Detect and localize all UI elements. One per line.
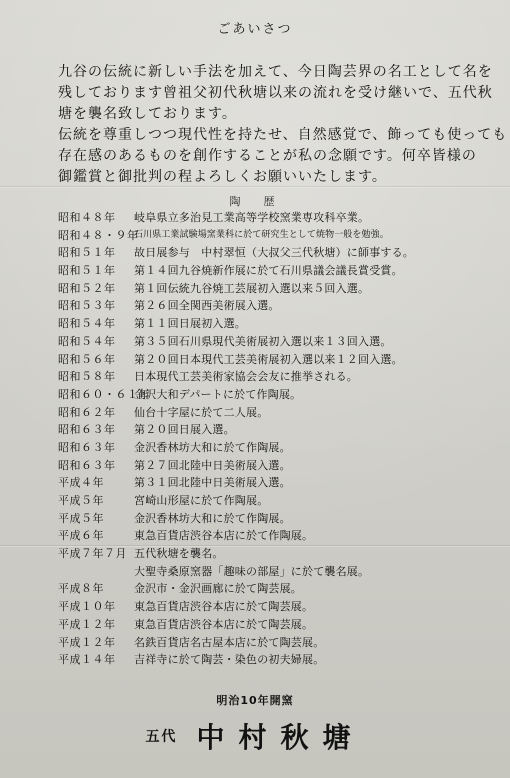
history-row [58,368,488,386]
history-row [58,634,488,652]
history-era: 昭和６３年 [58,458,116,472]
history-era: 昭和５８年 [58,370,116,384]
history-heading: 陶 歴 [229,195,281,208]
history-row [58,651,488,669]
history-event: 第１回伝統九谷焼工芸展初入選以来５回入選。 [134,281,370,295]
history-era: 昭和６０・６１年 [58,387,150,401]
history-event: 第２０回日展入選。 [134,423,235,437]
greeting-line: 御鑑賞と御批判の程よろしくお願いいたします。 [58,169,387,185]
history-era: 平成５年 [58,511,104,525]
history-row [58,598,488,616]
history-row [58,315,488,333]
history-era: 昭和６２年 [58,405,116,419]
history-event: 石川県工業試験場窯業科に於て研究生として焼物一般を勉強。 [134,229,389,240]
history-event: 岐阜県立多治見工業高等学校窯業専攻科卒業。 [134,211,370,224]
history-row [58,457,488,475]
history-row [58,545,488,563]
history-row [58,262,488,280]
greeting-line: 存在感のあるものを創作することが私の念願です。何卒皆様の [58,148,477,164]
history-era: 平成１４年 [58,653,116,667]
greeting-paragraph [58,62,508,188]
history-event: 仙台十字屋に於て二人展。 [134,405,269,419]
history-row [58,280,488,298]
greeting-line: 九谷の伝統に新しい手法を加えて、今日陶芸界の名工として名を [58,64,493,80]
history-event: 吉祥寺に於て陶芸・染色の初夫婦展。 [134,653,325,667]
history-row [58,616,488,634]
history-event: 第３１回北陸中日美術展入選。 [134,476,291,490]
history-row [58,244,488,262]
history-event: 五代秋塘を襲名。 [134,547,224,561]
history-era: 昭和４８年 [58,211,116,224]
history-era: 昭和５２年 [58,281,116,295]
history-era: 昭和４８・９年 [58,228,139,242]
history-row [58,474,488,492]
history-era: 昭和５１年 [58,246,116,260]
kiln-founding: 明治10年開窯 [216,694,294,707]
history-event: 第２７回北陸中日美術展入選。 [134,458,291,472]
history-event: 金沢大和デパートに於て作陶展。 [134,387,302,401]
greeting-line: 残しております曾祖父初代秋塘以来の流れを受け継いで、五代秋 [58,85,493,101]
history-row [58,333,488,351]
history-event: 金沢市・金沢画廊に於て陶芸展。 [134,582,302,596]
history-row [58,439,488,457]
history-era: 平成５年 [58,494,104,507]
history-event: 東急百貨店渋谷本店に於て陶芸展。 [134,617,314,631]
history-list [58,209,488,669]
history-event: 東急百貨店渋谷本店に於て作陶展。 [134,529,314,543]
history-era: 昭和５１年 [58,264,116,278]
history-row [58,351,488,369]
history-event: 名鉄百貨店名古屋本店に於て陶芸展。 [134,635,325,649]
history-row [58,527,488,545]
history-event: 故日展参与 中村翠恒（大叔父三代秋塘）に師事する。 [134,246,414,260]
signature-generation: 五代 [145,729,178,745]
history-row [58,563,488,581]
history-era: 平成１２年 [58,617,116,631]
history-era: 平成６年 [58,529,104,543]
history-era: 昭和５３年 [58,299,116,313]
history-era: 昭和６３年 [58,440,116,454]
history-era: 昭和５６年 [58,352,116,366]
signature [0,716,510,756]
history-era: 平成１０年 [58,600,116,614]
history-row [58,297,488,315]
history-row [58,404,488,422]
history-era: 昭和５４年 [58,334,116,348]
history-event: 日本現代工芸美術家協会会友に推挙される。 [134,370,358,384]
history-event: 第２６回全関西美術展入選。 [134,299,280,313]
history-row [58,492,488,510]
document-title: ごあいさつ [217,22,293,37]
history-era: 平成７年７月 [58,547,127,561]
history-era: 昭和５４年 [58,317,116,331]
history-row [58,510,488,528]
history-row [58,580,488,598]
history-event: 第３５回石川県現代美術展初入選以来１３回入選。 [134,334,392,348]
history-era: 昭和６３年 [58,423,116,437]
history-era: 平成８年 [58,582,104,596]
history-event: 金沢香林坊大和に於て作陶展。 [134,511,291,525]
history-era: 平成４年 [58,476,104,490]
history-event: 第２０回日本現代工芸美術展初入選以来１２回入選。 [134,352,403,366]
history-row [58,227,488,245]
greeting-line: 塘を襲名致しております。 [58,106,237,122]
greeting-line: 伝統を尊重しつつ現代性を持たせ、自然感覚で、飾っても使っても [58,127,508,143]
history-row [58,386,488,404]
history-event: 宮崎山形屋に於て作陶展。 [134,494,269,507]
history-event: 東急百貨店渋谷本店に於て陶芸展。 [134,600,314,614]
history-row [58,421,488,439]
history-row [58,209,488,227]
history-event: 大聖寺桑原窯器「趣味の部屋」に於て襲名展。 [134,564,370,578]
history-event: 第１１回日展初入選。 [134,317,246,331]
history-event: 金沢香林坊大和に於て作陶展。 [134,440,291,454]
history-event: 第１４回九谷焼新作展に於て石川県議会議長賞受賞。 [134,264,403,278]
history-era: 平成１２年 [58,635,116,649]
signature-name: 中村秋塘 [196,721,365,754]
